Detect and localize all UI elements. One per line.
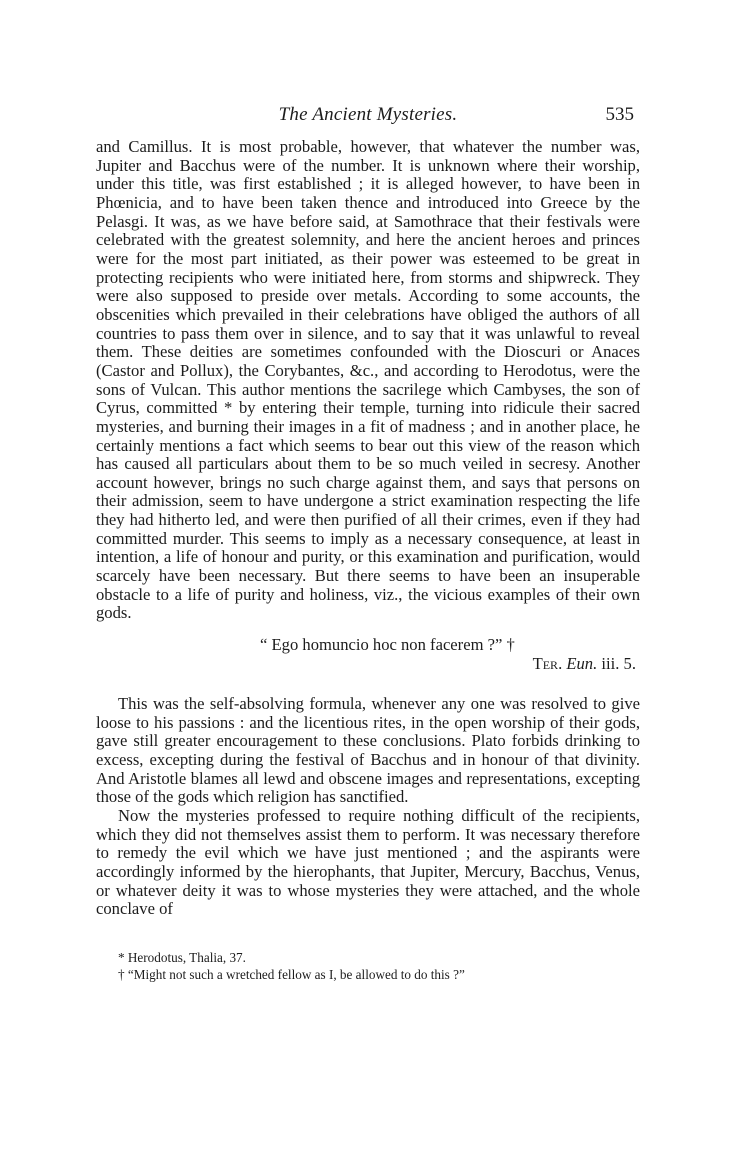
footnote-1: * Herodotus, Thalia, 37. [118,949,246,965]
latin-quote [96,635,640,673]
running-head [96,104,640,138]
quote-work: Eun. [566,654,598,674]
footnotes [96,949,640,983]
paragraph-3: Now the mysteries professed to require nothing difficult of the recipients, which they did not themselves assist them to perform. It was necessary therefore to remedy the evil which we have just mentioned ; and the aspirants were accordingly informed by the hierophants, that Jupiter, Mercury, Bacchus, Venus, or whatever deity it was to whose mysteries they were attached, and the whole conclave of [96,806,640,919]
quote-source [96,654,640,673]
body-text [96,138,640,919]
quote-reference: iii. 5. [601,654,636,674]
section-gap [96,673,640,695]
quote-author: Ter. [532,654,563,674]
page-number: 535 [605,104,634,125]
book-page [96,104,640,983]
paragraph-2: This was the self-absolving formula, whenever any one was resolved to give loose to his passions : and the licentious rites, in the open worship of their gods, gave still greater encouragement to these conclusions. Plato forbids drinking to excess, excepting during the festival of Bacchus and in honour of that divinity. And Aristotle blames all lewd and obscene images and representations, excepting those of the gods which religion has sanctified. [96,694,640,807]
quote-text: “ Ego homuncio hoc non facerem ?” † [260,635,515,655]
footnote-2: † “Might not such a wretched fellow as I, be allowed to do this ?” [118,966,465,982]
running-title: The Ancient Mysteries. [278,104,458,125]
paragraph-1: and Camillus. It is most probable, however, that whatever the number was, Jupiter and Bacchus were of the number. It is unknown where their worship, under this title, was first established ; it is alleged however, to have been in Phœnicia, and to have been taken thence and introduced into Greece by the Pelasgi. It was, as we have before said, at Samothrace that their festivals were celebrated with the greatest solemnity, and here the ancient heroes and princes were for the most part initiated, as their power was esteemed to be great in protecting recipients who were initiated here, from storms and shipwreck. They were also supposed to preside over metals. According to some accounts, the obscenities which prevailed in their celebrations have obliged the authors of all countries to pass them over in silence, and to say that it was unlawful to reveal them. These deities are sometimes confounded with the Dioscuri or Anaces (Castor and Pollux), the Corybantes, &c., and according to Herodotus, were the sons of Vulcan. This author mentions the sacrilege which Cambyses, the son of Cyrus, committed * by entering their temple, turning into ridicule their sacred mysteries, and burning their images in a fit of madness ; and in another place, he certainly mentions a fact which seems to bear out this view of the reason which has caused all particulars about them to be so much veiled in secresy. Another account however, brings no such charge against them, and says that persons on their admission, seem to have undergone a strict examination respecting the life they had hitherto led, and were then purified of all their crimes, even if they had committed murder. This seems to imply as a necessary consequence, at least in intention, a life of honour and purity, or this examination and purification, would scarcely have been necessary. But there seems to have been an insuperable obstacle to a life of purity and holiness, viz., the vicious examples of their own gods. [96,137,640,623]
